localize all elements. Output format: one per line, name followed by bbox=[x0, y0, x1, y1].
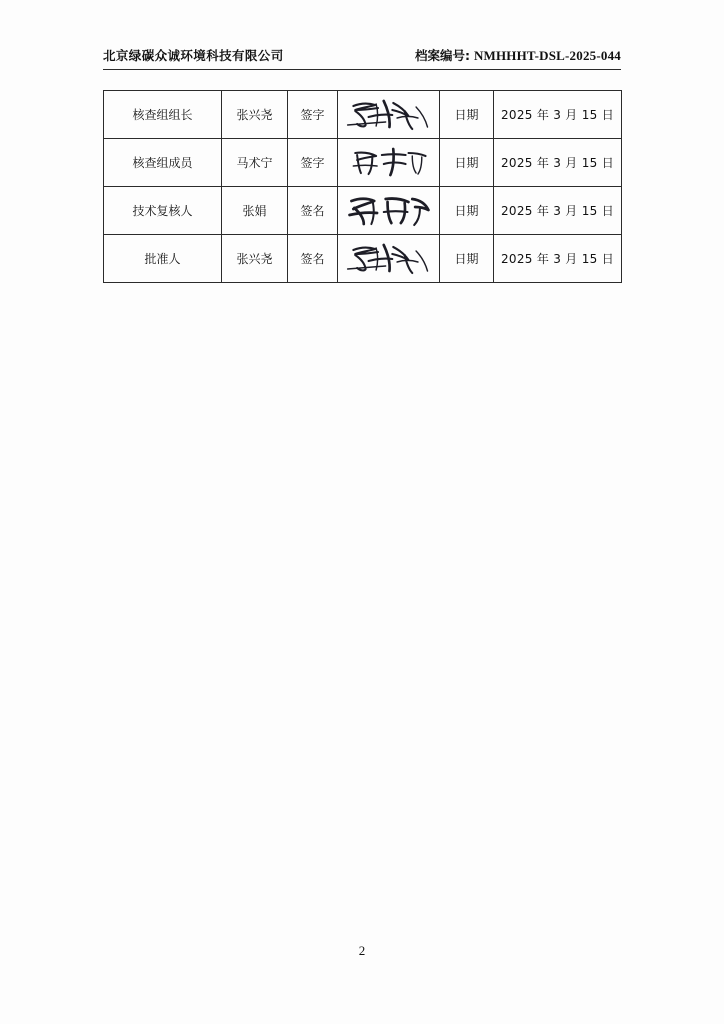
row-date: 2025 年 3 月 15 日 bbox=[494, 139, 622, 187]
table-row bbox=[104, 235, 622, 283]
row-date: 2025 年 3 月 15 日 bbox=[494, 235, 622, 283]
row-signature bbox=[338, 91, 440, 139]
signature-table bbox=[103, 90, 622, 283]
row-sign-label: 签名 bbox=[288, 235, 338, 283]
row-sign-label: 签名 bbox=[288, 187, 338, 235]
row-sign-label: 签字 bbox=[288, 139, 338, 187]
row-name: 张娟 bbox=[222, 187, 288, 235]
row-name: 张兴尧 bbox=[222, 235, 288, 283]
document-header bbox=[103, 46, 621, 70]
header-archive-group bbox=[415, 46, 621, 64]
row-name: 张兴尧 bbox=[222, 91, 288, 139]
row-signature bbox=[338, 187, 440, 235]
row-date-label: 日期 bbox=[440, 235, 494, 283]
row-date: 2025 年 3 月 15 日 bbox=[494, 187, 622, 235]
handwritten-signature-icon bbox=[340, 235, 437, 282]
row-role: 核查组成员 bbox=[104, 139, 222, 187]
row-role: 核查组组长 bbox=[104, 91, 222, 139]
handwritten-signature-icon bbox=[340, 91, 437, 138]
row-sign-label: 签字 bbox=[288, 91, 338, 139]
row-date-label: 日期 bbox=[440, 139, 494, 187]
row-date: 2025 年 3 月 15 日 bbox=[494, 91, 622, 139]
row-date-label: 日期 bbox=[440, 187, 494, 235]
page-number: 2 bbox=[358, 943, 366, 958]
row-role: 批准人 bbox=[104, 235, 222, 283]
table-row bbox=[104, 139, 622, 187]
row-date-label: 日期 bbox=[440, 91, 494, 139]
handwritten-signature-icon bbox=[340, 187, 437, 234]
row-signature bbox=[338, 235, 440, 283]
handwritten-signature-icon bbox=[340, 139, 437, 186]
row-signature bbox=[338, 139, 440, 187]
header-organization-name: 北京绿碳众诚环境科技有限公司 bbox=[103, 48, 284, 63]
archive-number-label: 档案编号: bbox=[414, 48, 470, 63]
row-name: 马术宁 bbox=[222, 139, 288, 187]
archive-number-value: NMHHHT-DSL-2025-044 bbox=[473, 48, 621, 63]
table-row bbox=[104, 187, 622, 235]
row-role: 技术复核人 bbox=[104, 187, 222, 235]
table-row bbox=[104, 91, 622, 139]
